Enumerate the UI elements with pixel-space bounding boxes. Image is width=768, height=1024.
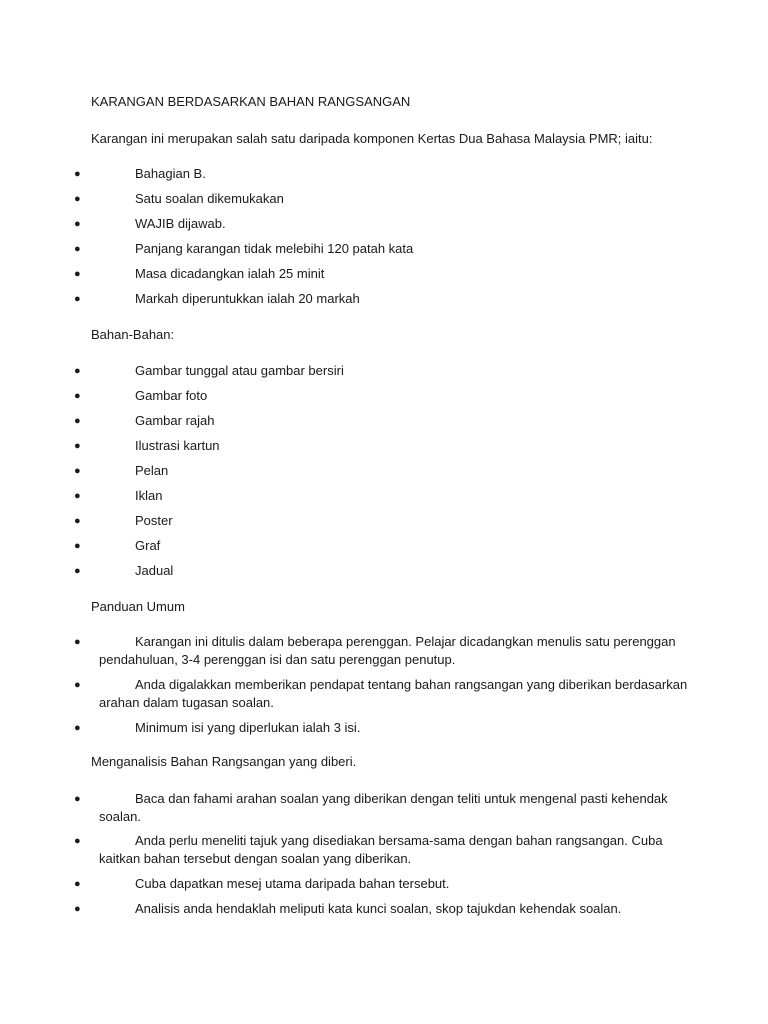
bullet-icon: ● (74, 193, 81, 205)
bullet-icon: ● (74, 835, 81, 847)
list-item-text: Minimum isi yang diperlukan ialah 3 isi. (135, 720, 361, 735)
bullet-icon: ● (74, 540, 81, 552)
list-item-text: Gambar rajah (135, 413, 215, 428)
list-item-text: Cuba dapatkan mesej utama daripada bahan tersebut. (135, 876, 450, 891)
bullet-icon: ● (74, 465, 81, 477)
bullet-icon: ● (74, 793, 81, 805)
list-item-text: Masa dicadangkan ialah 25 minit (135, 266, 325, 281)
list-item-text: Analisis anda hendaklah meliputi kata kunci soalan, skop tajukdan kehendak soalan. (135, 901, 622, 916)
bullet-icon: ● (74, 490, 81, 502)
list-item-text: Baca dan fahami arahan soalan yang diberikan dengan teliti untuk mengenal pasti kehendak soalan. (99, 791, 668, 824)
document-title: KARANGAN BERDASARKAN BAHAN RANGSANGAN (91, 94, 411, 109)
bullet-icon: ● (74, 679, 81, 691)
list-item-text: Graf (135, 538, 161, 553)
list-item-text: Panjang karangan tidak melebihi 120 patah kata (135, 241, 414, 256)
bullet-icon: ● (74, 440, 81, 452)
bullet-icon: ● (74, 565, 81, 577)
guide-heading: Panduan Umum (91, 599, 185, 614)
list-item-text: Karangan ini ditulis dalam beberapa perenggan. Pelajar dicadangkan menulis satu perenggan pendahuluan, 3-4 perenggan isi dan satu perenggan penutup. (99, 634, 676, 667)
bullet-icon: ● (74, 293, 81, 305)
list-item-text: Satu soalan dikemukakan (135, 191, 284, 206)
list-item-text: Anda perlu meneliti tajuk yang disediakan bersama-sama dengan bahan rangsangan. Cuba kaitkan bahan tersebut dengan soalan yang diberikan. (99, 833, 663, 866)
list-item-text: Iklan (135, 488, 163, 503)
list-item-text: Bahagian B. (135, 166, 206, 181)
bullet-icon: ● (74, 878, 81, 890)
bullet-icon: ● (74, 218, 81, 230)
materials-heading: Bahan-Bahan: (91, 327, 175, 342)
list-item-text: Ilustrasi kartun (135, 438, 220, 453)
bullet-icon: ● (74, 722, 81, 734)
list-item-text: Anda digalakkan memberikan pendapat tentang bahan rangsangan yang diberikan berdasarkan arahan dalam tugasan soalan. (99, 677, 688, 710)
list-item-text: WAJIB dijawab. (135, 216, 226, 231)
list-item-text: Poster (135, 513, 173, 528)
bullet-icon: ● (74, 515, 81, 527)
bullet-icon: ● (74, 243, 81, 255)
intro-paragraph: Karangan ini merupakan salah satu daripada komponen Kertas Dua Bahasa Malaysia PMR; iaitu: (91, 131, 653, 146)
list-item-text: Markah diperuntukkan ialah 20 markah (135, 291, 360, 306)
list-item-text: Gambar foto (135, 388, 208, 403)
list-item-text: Pelan (135, 463, 169, 478)
list-item-text: Gambar tunggal atau gambar bersiri (135, 363, 344, 378)
bullet-icon: ● (74, 168, 81, 180)
list-item-text: Jadual (135, 563, 174, 578)
bullet-icon: ● (74, 268, 81, 280)
bullet-icon: ● (74, 365, 81, 377)
bullet-icon: ● (74, 415, 81, 427)
bullet-icon: ● (74, 903, 81, 915)
analysis-heading: Menganalisis Bahan Rangsangan yang diberi. (91, 754, 357, 769)
bullet-icon: ● (74, 636, 81, 648)
bullet-icon: ● (74, 390, 81, 402)
